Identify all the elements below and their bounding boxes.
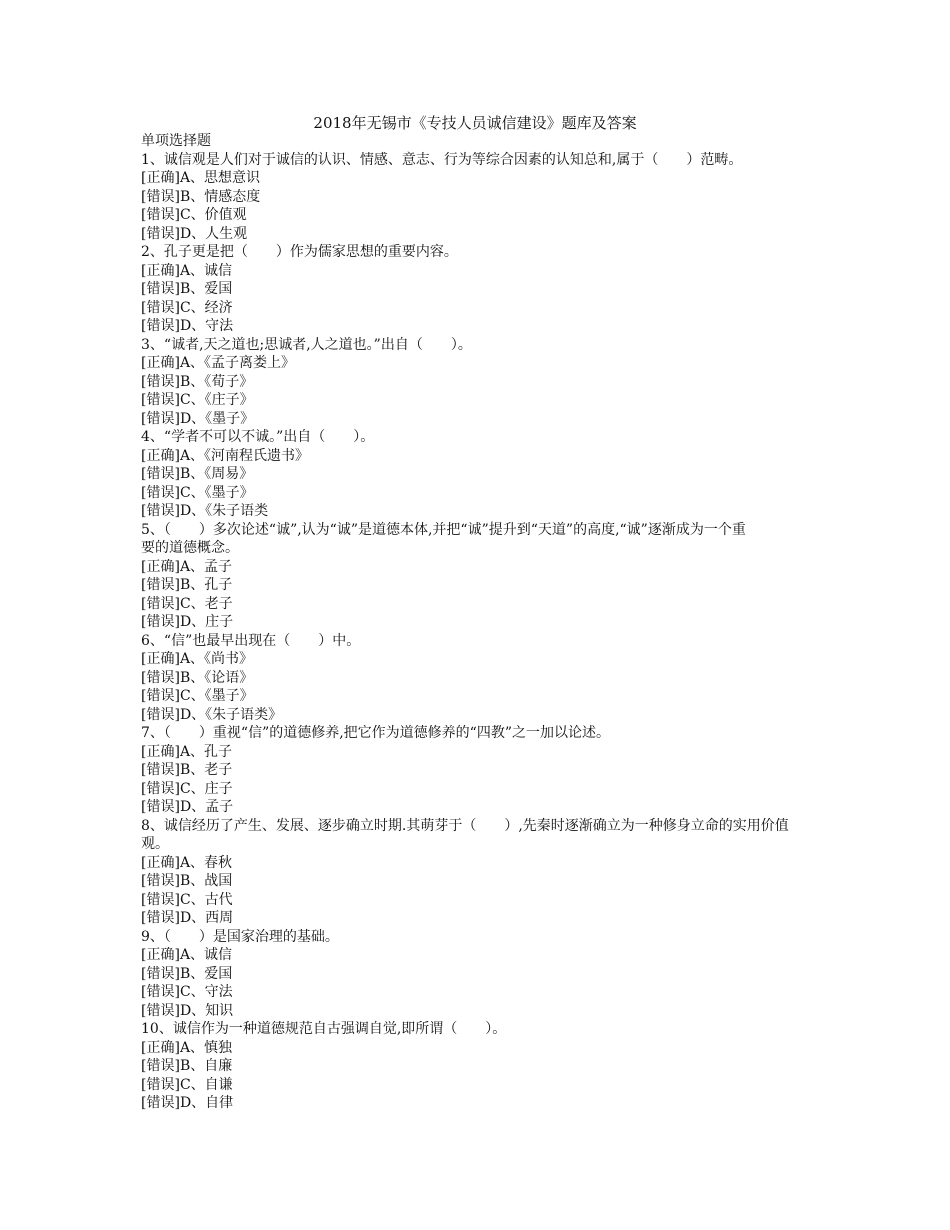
option-d: [141, 502, 831, 521]
option-label: B、《周易》: [179, 466, 254, 482]
question-text: 9、（ ）是国家治理的基础。: [141, 928, 339, 945]
question-list: [141, 132, 831, 1113]
question-9: [141, 928, 831, 1021]
option-a: [141, 354, 831, 373]
answer-status: [错误]: [141, 873, 180, 889]
option-c: [141, 687, 831, 706]
option-label: C、价值观: [179, 207, 247, 223]
option-b: [141, 280, 831, 299]
option-label: A、春秋: [179, 854, 233, 871]
question-2: [141, 243, 831, 336]
option-c: [141, 391, 831, 410]
option-label: D、知识: [179, 1002, 234, 1019]
option-d: [141, 1094, 831, 1113]
answer-status: [错误]: [141, 392, 180, 408]
option-d: [141, 706, 831, 725]
option-d: [141, 613, 831, 632]
answer-status: [错误]: [141, 984, 180, 1000]
answer-status: [错误]: [141, 503, 180, 519]
option-label: C、古代: [179, 891, 233, 908]
question-text: 7、（ ）重视“信”的道德修养,把它作为道德修养的“四教”之一加以论述。: [141, 725, 610, 741]
option-b: [141, 669, 831, 688]
answer-status: [正确]: [141, 170, 180, 186]
option-d: [141, 1002, 831, 1021]
option-label: C、经济: [179, 299, 233, 316]
option-label: D、守法: [179, 318, 234, 334]
option-b: [141, 373, 831, 392]
option-label: C、守法: [179, 984, 233, 1000]
answer-status: [错误]: [141, 965, 180, 982]
question-text: 6、“信”也最早出现在（ ）中。: [141, 632, 361, 649]
option-c: [141, 891, 831, 910]
option-label: B、《荀子》: [179, 373, 254, 390]
answer-status: [错误]: [141, 225, 180, 242]
option-c: [141, 299, 831, 318]
option-label: D、西周: [179, 910, 234, 926]
option-label: A、孔子: [179, 743, 233, 760]
option-label: C、老子: [179, 595, 233, 612]
option-c: [141, 484, 831, 503]
answer-status: [正确]: [141, 447, 180, 464]
option-label: D、人生观: [179, 225, 248, 242]
answer-status: [错误]: [141, 188, 180, 205]
option-d: [141, 317, 831, 336]
question-text: 8、诚信经历了产生、发展、逐步确立时期.其萌芽于（ ）,先秦时逐渐确立为一种修身立命的实用价值观。: [141, 817, 789, 852]
option-label: B、自廉: [179, 1058, 233, 1074]
option-label: A、诚信: [179, 947, 233, 963]
question-10: [141, 1020, 831, 1113]
answer-status: [错误]: [141, 410, 180, 427]
option-label: C、《庄子》: [179, 392, 254, 408]
option-a: [141, 558, 831, 577]
question-8: [141, 817, 831, 928]
question-text: 10、诚信作为一种道德规范自古强调自觉,即所谓（ ）。: [141, 1021, 507, 1037]
answer-status: [正确]: [141, 947, 180, 963]
option-c: [141, 595, 831, 614]
option-label: B、孔子: [179, 577, 233, 593]
option-label: B、爱国: [179, 281, 233, 297]
question-text: 2、孔子更是把（ ）作为儒家思想的重要内容。: [141, 244, 458, 260]
answer-status: [错误]: [141, 910, 180, 926]
answer-status: [错误]: [141, 1058, 180, 1074]
option-d: [141, 798, 831, 817]
option-label: A、《尚书》: [179, 651, 254, 667]
answer-status: [错误]: [141, 762, 180, 778]
option-label: C、庄子: [179, 780, 233, 797]
question-text: 4、“学者不可以不诚。”出自（ ）。: [141, 429, 375, 445]
answer-status: [错误]: [141, 780, 180, 797]
option-label: B、情感态度: [179, 188, 261, 205]
option-c: [141, 206, 831, 225]
question-1: [141, 151, 831, 244]
option-d: [141, 225, 831, 244]
option-label: D、《朱子语类》: [179, 706, 283, 723]
option-a: [141, 650, 831, 669]
option-label: A、诚信: [179, 262, 233, 279]
option-label: C、《墨子》: [179, 688, 254, 704]
document-title: 2018年无锡市《专技人员诚信建设》题库及答案: [313, 114, 637, 132]
answer-status: [错误]: [141, 1002, 180, 1019]
answer-status: [正确]: [141, 355, 180, 371]
option-label: B、老子: [179, 762, 233, 778]
option-label: D、《朱子语类: [179, 503, 269, 519]
option-label: B、战国: [179, 873, 233, 889]
answer-status: [错误]: [141, 1095, 180, 1111]
section-heading: 单项选择题: [141, 133, 211, 149]
option-b: [141, 965, 831, 984]
question-7: [141, 724, 831, 817]
answer-status: [错误]: [141, 466, 180, 482]
answer-status: [错误]: [141, 706, 180, 723]
option-label: A、《河南程氏遗书》: [179, 447, 310, 464]
option-b: [141, 465, 831, 484]
option-label: C、《墨子》: [179, 484, 254, 501]
option-a: [141, 1039, 831, 1058]
answer-status: [错误]: [141, 484, 180, 501]
option-label: D、《墨子》: [179, 410, 255, 427]
option-label: B、《论语》: [179, 669, 254, 686]
answer-status: [错误]: [141, 299, 180, 316]
option-label: D、庄子: [179, 614, 234, 630]
option-b: [141, 1057, 831, 1076]
option-a: [141, 854, 831, 873]
option-b: [141, 872, 831, 891]
answer-status: [正确]: [141, 558, 180, 575]
option-a: [141, 169, 831, 188]
option-label: D、自律: [179, 1095, 234, 1111]
question-text: 3、“诚者,天之道也;思诚者,人之道也。”出自（ ）。: [141, 336, 472, 353]
answer-status: [错误]: [141, 318, 180, 334]
answer-status: [错误]: [141, 614, 180, 630]
option-d: [141, 909, 831, 928]
answer-status: [错误]: [141, 577, 180, 593]
question-3: [141, 336, 831, 429]
answer-status: [正确]: [141, 743, 180, 760]
answer-status: [正确]: [141, 1039, 180, 1056]
option-b: [141, 576, 831, 595]
answer-status: [错误]: [141, 891, 180, 908]
option-c: [141, 983, 831, 1002]
answer-status: [错误]: [141, 799, 180, 815]
option-label: A、慎独: [179, 1039, 233, 1056]
answer-status: [错误]: [141, 595, 180, 612]
answer-status: [错误]: [141, 669, 180, 686]
option-label: C、自谦: [179, 1076, 233, 1093]
option-label: A、思想意识: [179, 170, 261, 186]
option-label: B、爱国: [179, 965, 233, 982]
answer-status: [错误]: [141, 207, 180, 223]
answer-status: [正确]: [141, 262, 180, 279]
option-a: [141, 743, 831, 762]
question-5: [141, 521, 831, 632]
option-c: [141, 1076, 831, 1095]
option-label: A、孟子: [179, 558, 233, 575]
option-a: [141, 946, 831, 965]
answer-status: [错误]: [141, 373, 180, 390]
option-a: [141, 262, 831, 281]
answer-status: [错误]: [141, 688, 180, 704]
answer-status: [正确]: [141, 854, 180, 871]
option-c: [141, 780, 831, 799]
answer-status: [错误]: [141, 1076, 180, 1093]
option-a: [141, 447, 831, 466]
option-label: D、孟子: [179, 799, 234, 815]
option-b: [141, 761, 831, 780]
question-text: 5、（ ）多次论述“诚”,认为“诚”是道德本体,并把“诚”提升到“天道”的高度,“诚”逐渐成为一个重要的道德概念。: [141, 521, 746, 556]
answer-status: [错误]: [141, 281, 180, 297]
question-6: [141, 632, 831, 725]
option-b: [141, 188, 831, 207]
answer-status: [正确]: [141, 651, 180, 667]
question-text: 1、诚信观是人们对于诚信的认识、情感、意志、行为等综合因素的认知总和,属于（ ）范畴。: [141, 151, 743, 168]
question-4: [141, 428, 831, 521]
option-label: A、《孟子离娄上》: [179, 355, 296, 371]
option-d: [141, 410, 831, 429]
